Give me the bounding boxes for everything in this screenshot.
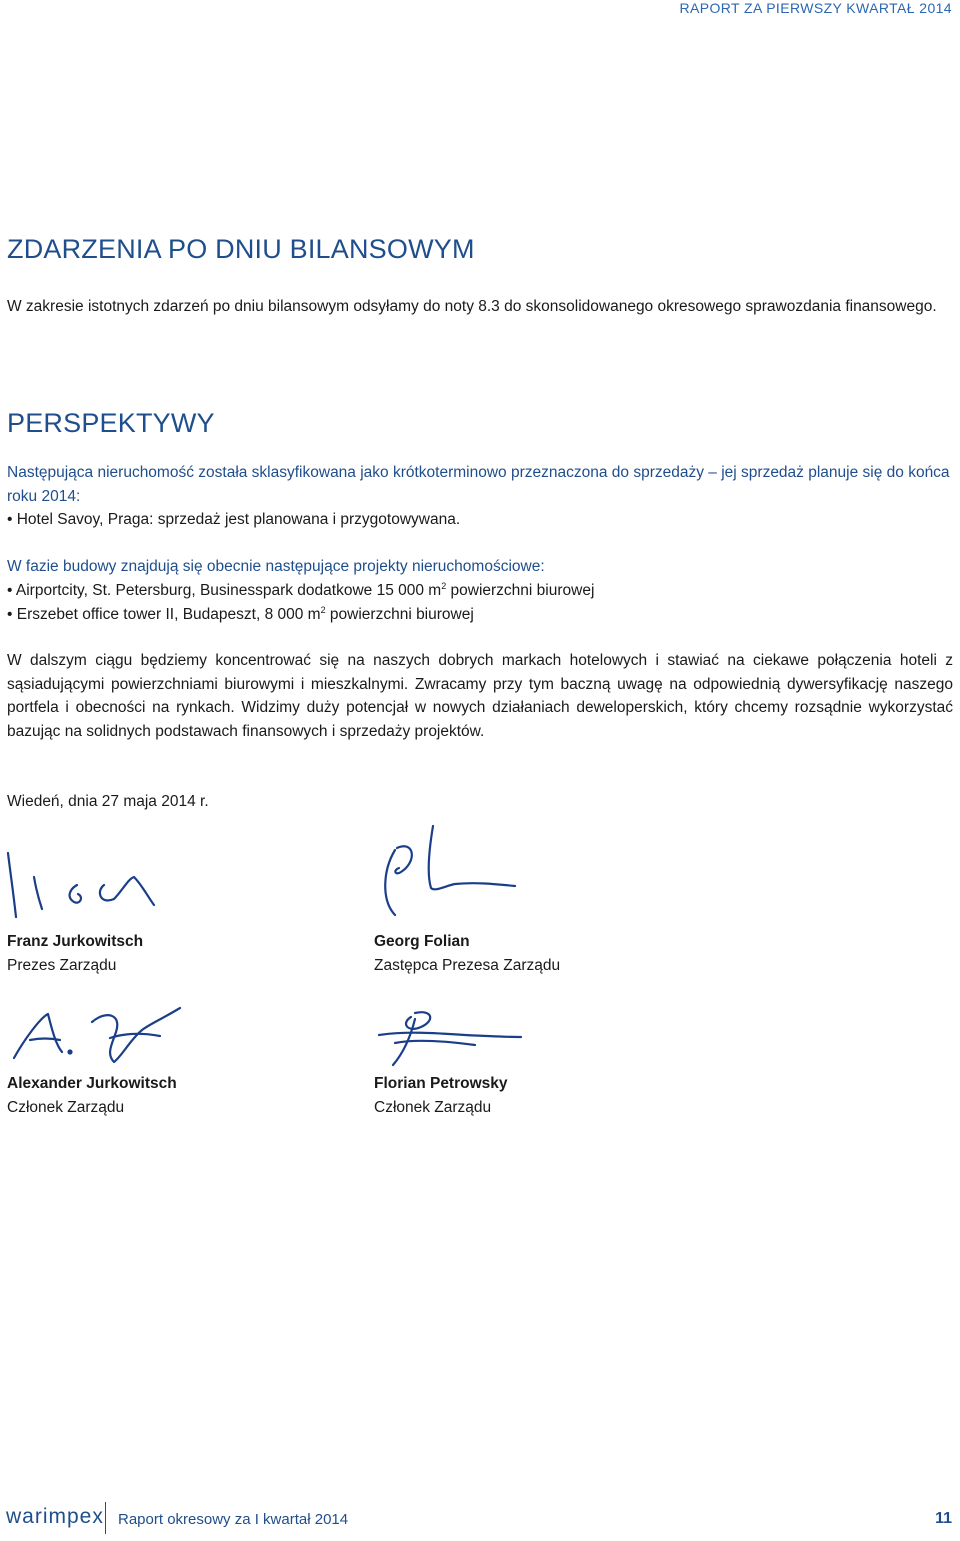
sale-item: • Hotel Savoy, Praga: sprzedaż jest planowana i przygotowywana.	[7, 508, 953, 532]
signatory-role-1: Prezes Zarządu	[7, 957, 117, 974]
footer-divider	[105, 1502, 106, 1534]
signature-franz-jurkowitsch	[4, 845, 164, 925]
section-title-events-after-balance-sheet: ZDARZENIA PO DNIU BILANSOWYM	[7, 234, 475, 264]
signatory-role-4: Członek Zarządu	[374, 1099, 492, 1116]
warimpex-logo: warimpex	[6, 1505, 104, 1528]
signatory-name-2: Georg Folian	[374, 933, 470, 950]
footer-report-title: Raport okresowy za I kwartał 2014	[118, 1511, 349, 1528]
signature-alexander-jurkowitsch	[10, 1000, 190, 1070]
section-body-events-after-balance-sheet: W zakresie istotnych zdarzeń po dniu bilansowym odsyłamy do noty 8.3 do skonsolidowanego okresowego sprawozdania finansowego.	[7, 298, 937, 315]
signatory-role-3: Członek Zarządu	[7, 1099, 125, 1116]
outlook-paragraph: W dalszym ciągu będziemy koncentrować się na naszych dobrych markach hotelowych i stawiać na ciekawe połączenia hoteli z sąsiadującymi powierzchniami biurowymi i mieszkalnymi. Zwracamy przy tym baczną uwagę na odpowiednią dywersyfikację naszego portfela i obecności na rynkach. Widzimy duży potencjał w nowych działaniach deweloperskich, który chcemy rozsądnie wykorzystać bazując na solidnych podstawach finansowych i sprzedaży projektów.	[7, 652, 953, 740]
project-item-2: • Erszebet office tower II, Budapeszt, 8 000 $m^2$ powierzchni biurowej	[7, 603, 953, 627]
signatory-name-3: Alexander Jurkowitsch	[7, 1075, 177, 1092]
signatory-role-2: Zastępca Prezesa Zarządu	[374, 957, 561, 974]
place-date: Wiedeń, dnia 27 maja 2014 r.	[7, 793, 209, 810]
signatory-name-1: Franz Jurkowitsch	[7, 933, 144, 950]
signatory-name-4: Florian Petrowsky	[374, 1075, 508, 1092]
running-header: RAPORT ZA PIERWSZY KWARTAŁ 2014	[679, 0, 952, 16]
signature-florian-petrowsky	[375, 1005, 525, 1070]
section-title-outlook: PERSPEKTYWY	[7, 408, 215, 438]
project-item-1: • Airportcity, St. Petersburg, Businesspark dodatkowe 15 000 $m^2$ powierzchni biurowej	[7, 579, 953, 603]
page-number: 11	[935, 1510, 952, 1527]
outlook-intro: Następująca nieruchomość została sklasyfikowana jako krótkoterminowo przeznaczona do sprzedaży – jej sprzedaż planuje się do końca roku 2014:	[7, 464, 950, 505]
signature-georg-folian	[375, 820, 525, 920]
construction-intro: W fazie budowy znajdują się obecnie następujące projekty nieruchomościowe:	[7, 558, 545, 575]
